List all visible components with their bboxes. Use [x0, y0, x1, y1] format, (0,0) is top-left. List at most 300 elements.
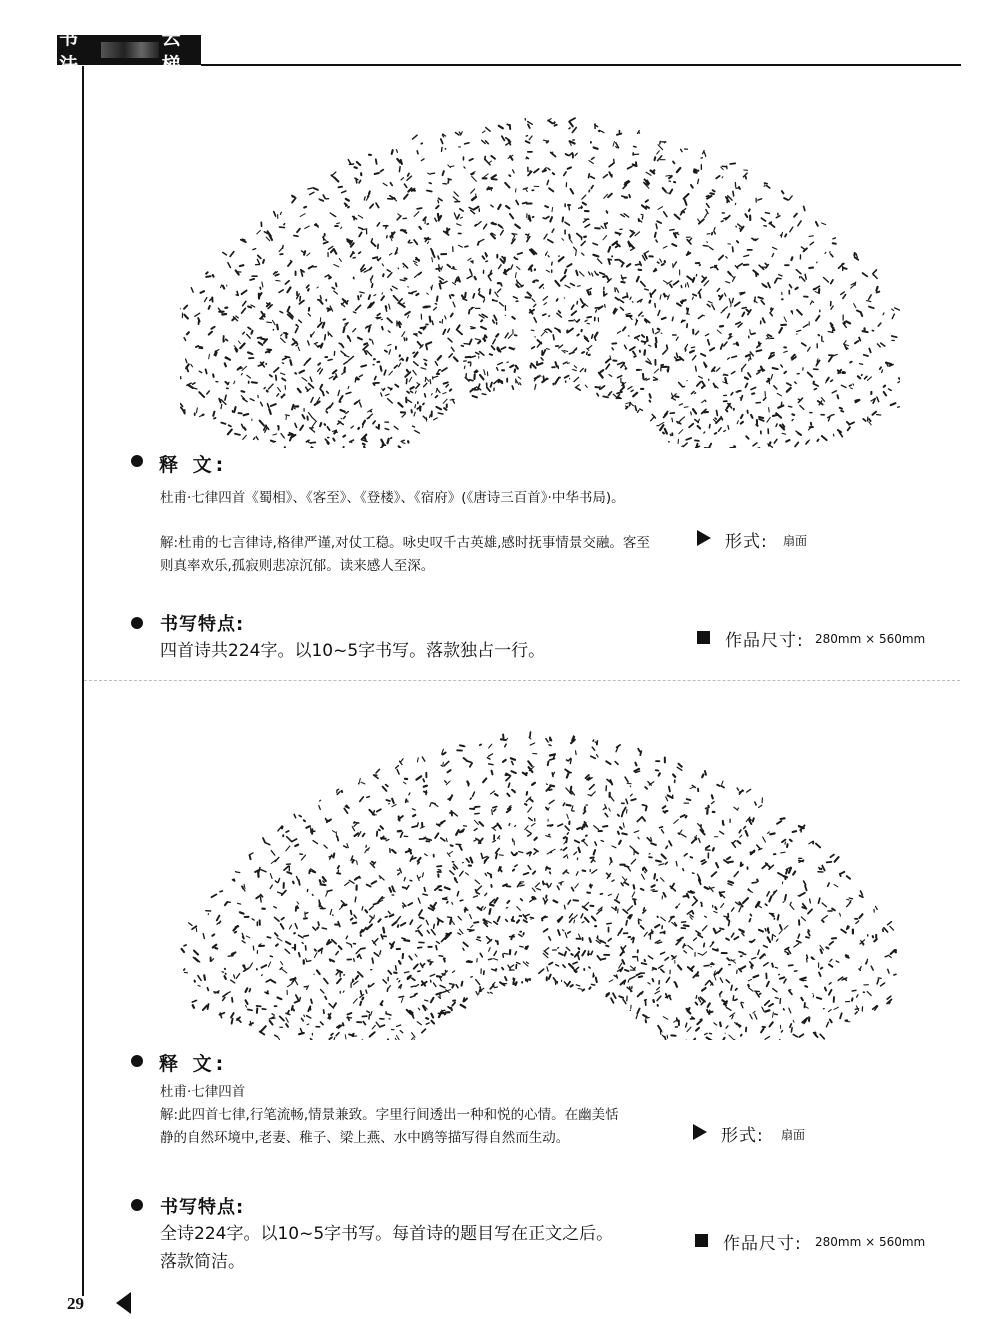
- brush-glyph: [553, 978, 557, 985]
- brush-glyph: [421, 307, 430, 320]
- brush-glyph: [370, 203, 379, 208]
- brush-glyph: [638, 131, 640, 134]
- brush-glyph: [666, 841, 672, 848]
- brush-glyph: [603, 172, 612, 177]
- brush-glyph: [655, 940, 662, 943]
- brush-glyph: [436, 993, 441, 999]
- brush-glyph: [520, 946, 528, 949]
- brush-glyph: [724, 395, 727, 401]
- brush-glyph: [696, 263, 701, 265]
- brush-glyph: [613, 142, 619, 148]
- brush-glyph: [761, 218, 774, 227]
- brush-glyph: [592, 740, 597, 750]
- brush-glyph: [470, 807, 480, 814]
- brush-glyph: [621, 979, 630, 984]
- brush-glyph: [696, 444, 710, 448]
- brush-glyph: [583, 219, 589, 227]
- brush-glyph: [721, 307, 730, 318]
- brush-glyph: [663, 244, 676, 248]
- brush-glyph: [762, 1001, 773, 1012]
- brush-glyph: [720, 992, 722, 997]
- brush-glyph: [761, 1027, 765, 1033]
- brush-glyph: [362, 435, 368, 442]
- brush-glyph: [662, 893, 665, 899]
- brush-glyph: [627, 987, 632, 992]
- brush-glyph: [606, 761, 618, 764]
- brush-glyph: [793, 825, 805, 832]
- brush-glyph: [557, 311, 562, 317]
- brush-glyph: [534, 376, 539, 389]
- brush-glyph: [817, 436, 826, 441]
- brush-glyph: [343, 319, 348, 332]
- brush-glyph: [490, 290, 498, 297]
- brush-glyph: [745, 209, 750, 220]
- brush-glyph: [235, 424, 246, 439]
- brush-glyph: [424, 786, 427, 795]
- brush-glyph: [422, 974, 436, 986]
- brush-glyph: [267, 321, 278, 330]
- brush-glyph: [530, 310, 537, 322]
- brush-glyph: [671, 393, 678, 400]
- brush-glyph: [313, 922, 327, 930]
- brush-glyph: [569, 914, 577, 923]
- brush-glyph: [891, 403, 900, 407]
- brush-glyph: [353, 215, 363, 219]
- brush-glyph: [840, 872, 850, 879]
- brush-glyph: [618, 929, 628, 936]
- brush-glyph: [310, 428, 315, 432]
- brush-glyph: [388, 399, 403, 407]
- brush-glyph: [589, 157, 594, 163]
- brush-glyph: [253, 249, 261, 259]
- brush-glyph: [543, 217, 552, 222]
- brush-glyph: [241, 239, 246, 242]
- brush-glyph: [523, 202, 532, 203]
- brush-glyph: [759, 928, 769, 933]
- brush-glyph: [466, 356, 476, 366]
- brush-glyph: [670, 230, 679, 238]
- brush-glyph: [587, 346, 592, 355]
- brush-glyph: [540, 285, 544, 289]
- brush-glyph: [798, 893, 805, 896]
- brush-glyph: [581, 299, 588, 307]
- brush-glyph: [755, 991, 761, 997]
- brush-glyph: [663, 188, 673, 193]
- brush-glyph: [302, 409, 311, 420]
- brush-glyph: [437, 918, 443, 925]
- brush-glyph: [683, 891, 694, 898]
- brush-glyph: [476, 987, 484, 995]
- brush-glyph: [484, 270, 492, 280]
- brush-glyph: [258, 362, 266, 367]
- brush-glyph: [292, 405, 298, 410]
- brush-glyph: [346, 936, 355, 947]
- brush-glyph: [493, 334, 499, 344]
- brush-glyph: [855, 338, 860, 344]
- brush-glyph: [635, 406, 642, 413]
- brush-glyph: [471, 977, 480, 985]
- brush-glyph: [377, 223, 388, 229]
- brush-glyph: [282, 356, 291, 365]
- brush-glyph: [766, 335, 774, 339]
- brush-glyph: [784, 347, 788, 352]
- arrow-marker: [693, 1124, 707, 1140]
- brush-glyph: [443, 897, 453, 904]
- brush-glyph: [778, 402, 792, 408]
- brush-glyph: [570, 140, 575, 146]
- brush-glyph: [625, 366, 627, 369]
- shiwen-p1: 杜甫·七律四首《蜀相》、《客至》、《登楼》、《宿府》(《唐诗三百首》·中华书局)。: [160, 490, 625, 506]
- brush-glyph: [509, 170, 514, 176]
- shiwen-p2: 解:此四首七律,行笔流畅,情景兼致。字里行间透出一种和悦的心情。在幽美恬静的自然环境中,老妻、稚子、梁上燕、水中鸥等描写得自然而生动。: [160, 1107, 619, 1146]
- brush-glyph: [414, 359, 427, 369]
- brush-glyph: [499, 124, 510, 129]
- brush-glyph: [379, 876, 384, 880]
- brush-glyph: [513, 865, 517, 871]
- brush-glyph: [779, 925, 788, 934]
- brush-glyph: [478, 907, 486, 910]
- brush-glyph: [714, 1023, 721, 1027]
- brush-glyph: [487, 187, 492, 190]
- brush-glyph: [625, 345, 635, 350]
- brush-glyph: [482, 140, 489, 143]
- brush-glyph: [436, 265, 442, 272]
- brush-glyph: [628, 336, 639, 340]
- brush-glyph: [782, 292, 783, 299]
- brush-glyph: [655, 304, 660, 316]
- brush-glyph: [691, 179, 699, 187]
- brush-glyph: [867, 295, 874, 308]
- brush-glyph: [731, 391, 741, 395]
- brush-glyph: [855, 400, 859, 402]
- brush-glyph: [600, 894, 611, 896]
- brush-glyph: [361, 925, 372, 936]
- brush-glyph: [660, 294, 669, 300]
- calligraphy-fan-1: [180, 88, 900, 448]
- section-divider: [84, 680, 960, 681]
- brush-glyph: [330, 213, 336, 217]
- brush-glyph: [329, 854, 334, 860]
- brush-glyph: [728, 356, 737, 359]
- brush-glyph: [409, 291, 419, 295]
- brush-glyph: [523, 962, 528, 966]
- brush-glyph: [187, 383, 197, 389]
- square-marker: [697, 631, 710, 644]
- brush-glyph: [265, 991, 269, 994]
- brush-glyph: [386, 304, 390, 311]
- brush-glyph: [796, 431, 801, 435]
- brush-glyph: [477, 953, 483, 962]
- brush-glyph: [420, 838, 432, 842]
- brush-glyph: [348, 329, 362, 342]
- brush-glyph: [569, 118, 576, 132]
- brush-glyph: [450, 811, 457, 816]
- brush-glyph: [307, 890, 313, 896]
- brush-glyph: [562, 980, 567, 985]
- brush-glyph: [392, 1030, 400, 1041]
- brush-glyph: [500, 977, 507, 985]
- brush-glyph: [748, 980, 753, 992]
- brush-glyph: [386, 1039, 389, 1040]
- brush-glyph: [413, 352, 418, 357]
- brush-glyph: [425, 238, 431, 244]
- brush-glyph: [767, 375, 772, 384]
- brush-glyph: [289, 433, 296, 441]
- brush-glyph: [702, 771, 706, 777]
- brush-glyph: [343, 436, 353, 443]
- brush-glyph: [749, 914, 751, 921]
- brush-glyph: [396, 446, 400, 448]
- brush-glyph: [242, 301, 255, 313]
- brush-glyph: [557, 882, 563, 890]
- brush-glyph: [846, 990, 859, 1001]
- brush-glyph: [789, 990, 792, 995]
- brush-glyph: [524, 866, 536, 875]
- brush-glyph: [655, 233, 657, 242]
- brush-glyph: [792, 310, 802, 315]
- brush-glyph: [375, 170, 384, 174]
- brush-glyph: [589, 174, 595, 179]
- brush-glyph: [294, 229, 300, 237]
- brush-glyph: [228, 952, 235, 956]
- brush-glyph: [397, 978, 401, 989]
- brush-glyph: [306, 826, 315, 834]
- brush-glyph: [413, 135, 423, 144]
- brush-glyph: [582, 186, 593, 200]
- brush-glyph: [365, 845, 370, 852]
- brush-glyph: [373, 257, 384, 266]
- brush-glyph: [864, 349, 871, 356]
- brush-glyph: [796, 270, 806, 281]
- brush-glyph: [707, 228, 715, 235]
- brush-glyph: [604, 194, 612, 199]
- brush-glyph: [863, 328, 874, 332]
- brush-glyph: [490, 346, 495, 355]
- brush-glyph: [479, 314, 487, 329]
- brush-glyph: [401, 174, 412, 188]
- brush-glyph: [298, 935, 308, 950]
- brush-glyph: [488, 992, 493, 993]
- brush-glyph: [778, 873, 787, 884]
- brush-glyph: [386, 799, 396, 807]
- brush-glyph: [575, 385, 587, 390]
- brush-glyph: [390, 942, 400, 949]
- brush-glyph: [621, 275, 626, 282]
- brush-glyph: [789, 965, 797, 971]
- brush-glyph: [723, 375, 728, 384]
- brush-glyph: [666, 994, 671, 1000]
- brush-glyph: [701, 860, 706, 864]
- brush-glyph: [564, 833, 569, 844]
- brush-glyph: [260, 1026, 266, 1034]
- brush-glyph: [546, 738, 551, 746]
- brush-glyph: [713, 949, 727, 953]
- brush-glyph: [319, 900, 325, 909]
- brush-glyph: [770, 1012, 778, 1026]
- brush-glyph: [729, 299, 740, 307]
- brush-glyph: [591, 755, 598, 759]
- brush-glyph: [294, 814, 305, 821]
- brush-glyph: [784, 1008, 791, 1013]
- brush-glyph: [287, 984, 292, 995]
- brush-glyph: [693, 1039, 700, 1040]
- brush-glyph: [604, 287, 607, 296]
- brush-glyph: [195, 408, 204, 417]
- brush-glyph: [387, 318, 401, 327]
- brush-glyph: [860, 891, 863, 897]
- brush-glyph: [510, 963, 520, 969]
- brush-glyph: [452, 277, 460, 285]
- brush-glyph: [474, 838, 483, 843]
- brush-glyph: [232, 316, 238, 321]
- brush-glyph: [618, 363, 625, 368]
- brush-glyph: [733, 989, 737, 1001]
- brush-glyph: [510, 935, 515, 939]
- brush-glyph: [793, 1034, 803, 1037]
- brush-glyph: [695, 952, 707, 957]
- brush-glyph: [319, 195, 329, 201]
- brush-glyph: [236, 291, 246, 296]
- brush-glyph: [487, 754, 493, 765]
- brush-glyph: [750, 940, 755, 943]
- brush-glyph: [391, 286, 397, 290]
- brush-glyph: [658, 1026, 665, 1038]
- brush-glyph: [288, 260, 292, 266]
- brush-glyph: [412, 823, 424, 828]
- brush-glyph: [589, 271, 599, 276]
- brush-glyph: [295, 320, 301, 332]
- brush-glyph: [345, 1035, 348, 1040]
- brush-glyph: [440, 316, 446, 323]
- brush-glyph: [311, 417, 325, 427]
- brush-glyph: [719, 256, 727, 260]
- brush-glyph: [465, 374, 473, 381]
- brush-glyph: [223, 252, 234, 268]
- brush-glyph: [525, 797, 533, 812]
- brush-glyph: [692, 873, 700, 884]
- brush-glyph: [464, 907, 471, 918]
- brush-glyph: [497, 347, 505, 352]
- brush-glyph: [573, 366, 577, 371]
- brush-glyph: [481, 969, 484, 974]
- brush-glyph: [677, 417, 685, 424]
- brush-glyph: [656, 855, 667, 866]
- brush-glyph: [242, 884, 246, 891]
- brush-glyph: [308, 308, 310, 316]
- brush-glyph: [821, 415, 834, 421]
- brush-glyph: [762, 283, 770, 288]
- brush-glyph: [467, 269, 476, 279]
- brush-glyph: [675, 209, 686, 219]
- brush-glyph: [505, 183, 516, 192]
- brush-glyph: [339, 447, 349, 448]
- brush-glyph: [471, 189, 477, 200]
- brush-glyph: [471, 172, 477, 182]
- brush-glyph: [701, 1002, 710, 1007]
- brush-glyph: [816, 222, 826, 226]
- brush-glyph: [476, 352, 484, 359]
- brush-glyph: [726, 404, 734, 412]
- brush-glyph: [697, 380, 709, 389]
- brush-glyph: [417, 1022, 429, 1033]
- brush-glyph: [649, 853, 652, 857]
- brush-glyph: [329, 1033, 339, 1040]
- brush-glyph: [618, 823, 627, 835]
- brush-glyph: [316, 1022, 323, 1027]
- brush-glyph: [425, 376, 438, 383]
- brush-glyph: [710, 344, 723, 350]
- brush-glyph: [399, 954, 403, 964]
- brush-glyph: [348, 160, 360, 168]
- brush-glyph: [577, 317, 591, 324]
- brush-glyph: [314, 949, 322, 958]
- brush-glyph: [701, 354, 707, 368]
- brush-glyph: [792, 414, 794, 420]
- brush-glyph: [368, 295, 374, 308]
- brush-glyph: [692, 835, 700, 843]
- brush-glyph: [593, 236, 607, 245]
- brush-glyph: [308, 999, 312, 1011]
- brush-glyph: [510, 214, 520, 228]
- brush-glyph: [305, 224, 319, 229]
- brush-glyph: [510, 348, 515, 350]
- brush-glyph: [256, 259, 264, 264]
- brush-glyph: [648, 979, 654, 984]
- brush-glyph: [654, 269, 657, 272]
- brush-glyph: [579, 203, 589, 212]
- brush-glyph: [508, 155, 513, 160]
- brush-glyph: [686, 237, 691, 244]
- brush-glyph: [445, 781, 450, 785]
- brush-glyph: [434, 296, 438, 310]
- brush-glyph: [559, 256, 564, 261]
- brush-glyph: [267, 933, 277, 938]
- brush-glyph: [213, 945, 218, 949]
- brush-glyph: [423, 416, 426, 421]
- brush-glyph: [726, 196, 736, 205]
- brush-glyph: [530, 897, 536, 902]
- brush-glyph: [401, 230, 407, 233]
- brush-glyph: [506, 917, 514, 922]
- brush-glyph: [531, 330, 535, 337]
- fan-2-writing: [180, 732, 900, 1040]
- brush-glyph: [330, 910, 333, 916]
- brush-glyph: [645, 1000, 654, 1005]
- brush-glyph: [577, 330, 587, 339]
- brush-glyph: [592, 917, 596, 927]
- brush-glyph: [863, 985, 871, 996]
- brush-glyph: [468, 922, 479, 931]
- brush-glyph: [492, 969, 497, 971]
- brush-glyph: [471, 327, 476, 329]
- brush-glyph: [496, 849, 504, 859]
- brush-glyph: [565, 947, 573, 955]
- brush-glyph: [507, 783, 515, 796]
- brush-glyph: [304, 958, 311, 963]
- brush-glyph: [385, 350, 391, 354]
- brush-glyph: [674, 815, 687, 823]
- brush-glyph: [492, 824, 501, 831]
- brush-glyph: [587, 884, 592, 893]
- brush-glyph: [538, 340, 550, 355]
- brush-glyph: [642, 335, 648, 344]
- brush-glyph: [540, 375, 548, 382]
- brush-glyph: [854, 253, 858, 260]
- brush-glyph: [609, 375, 622, 378]
- bullet-dot: [131, 1199, 143, 1211]
- brush-glyph: [846, 955, 849, 957]
- brush-glyph: [681, 320, 687, 327]
